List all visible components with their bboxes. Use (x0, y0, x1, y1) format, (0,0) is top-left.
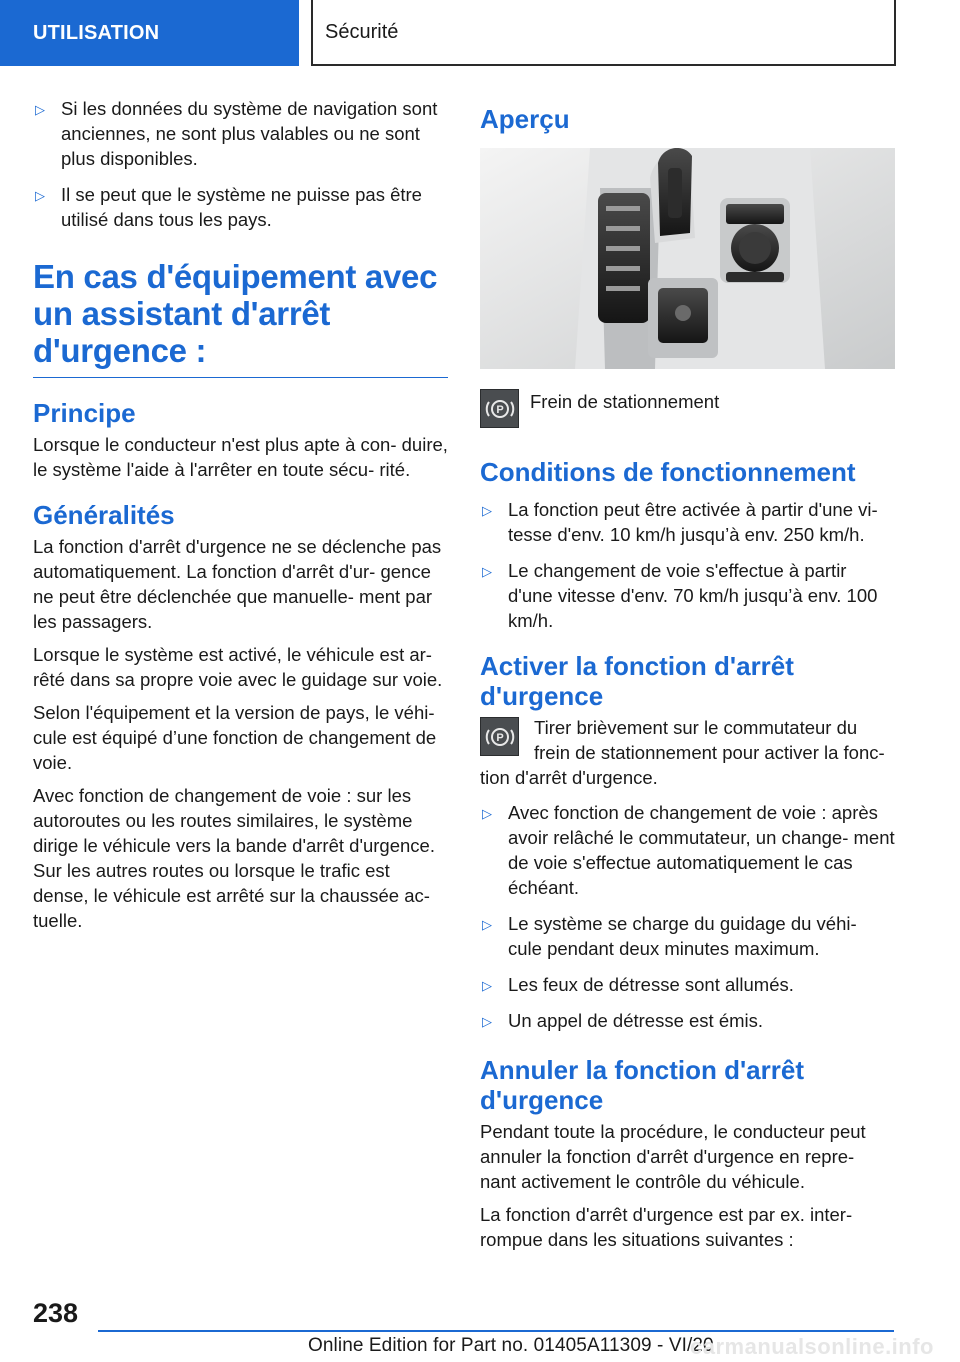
triangle-bullet-icon: ▷ (35, 188, 45, 203)
center-console-image (480, 148, 895, 369)
instruction-text: Tirer brièvement sur le commutateur du frein de stationnement pour activer la fonc- (534, 717, 885, 763)
triangle-bullet-icon: ▷ (482, 503, 492, 518)
instruction-text-tail: tion d'arrêt d'urgence. (480, 767, 658, 788)
svg-text:P: P (495, 731, 504, 744)
triangle-bullet-icon: ▷ (482, 978, 492, 993)
subheading-apercu: Aperçu (480, 104, 570, 134)
section-label: UTILISATION (0, 0, 299, 66)
paragraph: Avec fonction de changement de voie : sur les autoroutes ou les routes similaires, le système dirige le véhicule vers la bande d'arrêt d'urgence. Sur les autres routes ou lorsque le trafic est dense, le véhicule est arrêté sur la chaussée ac- tuelle. (33, 785, 435, 931)
paragraph: La fonction d'arrêt d'urgence est par ex. inter- rompue dans les situations suivantes : (480, 1204, 853, 1250)
paragraph: La fonction d'arrêt d'urgence ne se déclenche pas automatiquement. La fonction d'arrêt d'ur- gence ne peut être déclenchée que manuelle- ment par les passagers. (33, 536, 442, 632)
chapter-tab: Sécurité (311, 0, 896, 66)
activation-instruction (480, 715, 895, 790)
list-item: ▷ Un appel de détresse est émis. (480, 1008, 895, 1033)
subheading-conditions: Conditions de fonctionnement (480, 457, 856, 487)
list-item: ▷ Le changement de voie s'effectue à partir d'une vitesse d'env. 70 km/h jusqu’à env. 100 km/h. (482, 560, 878, 631)
list-item: ▷ Avec fonction de changement de voie : après avoir relâché le commutateur, un change- ment de voie s'effectue automatiquement le cas échéant. (482, 802, 895, 898)
left-column (33, 96, 448, 941)
section-heading: En cas d'équipement avec un assistant d'arrêt d'urgence : (33, 258, 448, 378)
parking-brake-icon (480, 717, 519, 756)
subheading-generalites: Généralités (33, 500, 175, 530)
legend-row (480, 389, 895, 429)
watermark: carmanualsonline.info (690, 1334, 934, 1359)
page-number: 238 (33, 1298, 79, 1328)
subheading-principe: Principe (33, 398, 136, 428)
parking-brake-icon (480, 389, 519, 428)
subheading-annuler: Annuler la fonction d'arrêt d'urgence (480, 1055, 804, 1115)
paragraph: Pendant toute la procédure, le conducteur peut annuler la fonction d'arrêt d'urgence en repre- nant activement le contrôle du véhicule. (480, 1121, 866, 1192)
triangle-bullet-icon: ▷ (35, 102, 45, 117)
triangle-bullet-icon: ▷ (482, 564, 492, 579)
paragraph: Selon l'équipement et la version de pays, le véhi- cule est équipé d’une fonction de changement de voie. (33, 702, 437, 773)
footer-divider (98, 1330, 894, 1332)
edition-text: Online Edition for Part no. 01405A11309 - VI/20 (308, 1335, 714, 1356)
figure-caption: Frein de stationnement (530, 391, 720, 412)
paragraph: Lorsque le système est activé, le véhicule est ar- rêté dans sa propre voie avec le guidage sur voie. (33, 644, 443, 690)
list-item: ▷ Le système se charge du guidage du véhi- cule pendant deux minutes maximum. (482, 913, 857, 959)
triangle-bullet-icon: ▷ (482, 1014, 492, 1029)
list-item: ▷ Les feux de détresse sont allumés. (480, 972, 895, 997)
svg-text:P: P (495, 403, 504, 416)
list-item: ▷ La fonction peut être activée à partir d'une vi- tesse d'env. 10 km/h jusqu’à env. 250 km/h. (482, 499, 878, 545)
console-illustration (480, 148, 895, 369)
triangle-bullet-icon: ▷ (482, 806, 492, 821)
page-header (0, 0, 960, 66)
right-column (480, 100, 895, 1260)
subheading-activer: Activer la fonction d'arrêt d'urgence (480, 651, 794, 711)
list-item: ▷ Si les données du système de navigation sont anciennes, ne sont plus valables ou ne sont plus disponibles. (35, 98, 438, 169)
paragraph: Lorsque le conducteur n'est plus apte à con- duire, le système l'aide à l'arrêter en toute sécu- rité. (33, 434, 448, 480)
triangle-bullet-icon: ▷ (482, 917, 492, 932)
list-item: ▷ Il se peut que le système ne puisse pas être utilisé dans tous les pays. (35, 184, 422, 230)
